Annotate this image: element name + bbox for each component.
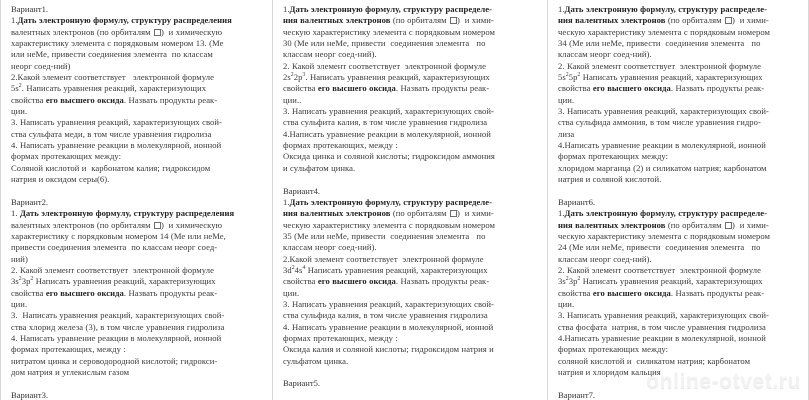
variant-heading: Вариант5. [283, 378, 321, 389]
task-line: ческую характеристику элемента с порядковым номером [558, 230, 771, 241]
orbital-box-icon [154, 222, 161, 229]
task-line: 4. Написать уравнение реакции в молекулярной, ионной [11, 140, 222, 151]
task-line: 3. Написать уравнения реакций, характеризующих свой- [283, 298, 494, 309]
orbital-box-icon [154, 29, 161, 36]
task-line: ции. [558, 94, 575, 105]
variant-block [283, 378, 539, 389]
task-line: формах протекающих, между : [283, 332, 398, 343]
task-line: формах протекающих между: [11, 151, 122, 162]
task-line: характеристику элемента с порядковым номером 13. (Ме [11, 38, 224, 49]
task-line: ния валентных электронов (по орбиталям ) и хими- [558, 219, 769, 230]
task-line: ции. [11, 106, 28, 117]
task-line: свойства его высшего оксида. Назвать продукты реак- [558, 287, 765, 298]
variant-block [11, 4, 264, 186]
task-line: формах протекающих, между : [11, 344, 126, 355]
block-spacer [11, 186, 264, 197]
task-line: неорг соед-ний) [11, 60, 71, 71]
task-line: 2.Какой элемент соответствует электронной формуле [283, 253, 484, 264]
task-line: свойства его высшего оксида. Назвать продукты реак- [558, 83, 765, 94]
variant-heading: Вариант1. [11, 4, 49, 14]
task-line: 3. Написать уравнения реакций, характеризующих свой- [11, 310, 225, 321]
task-line: 1.Дать электронную формулу, структуру распределе- [558, 208, 767, 219]
text-column-3 [547, 0, 809, 400]
task-line: 4. Написать уравнение реакции в молекулярной, ионной [11, 332, 222, 343]
task-line: $5s^2$. Написать уравнения реакций, характеризующих [11, 83, 207, 94]
task-line: $3s^23p^2$ Написать уравнения реакций, характеризующих [558, 276, 763, 287]
variant-block [558, 4, 800, 186]
variant-block [283, 4, 539, 174]
task-line: натрия и соляной кислотой. [558, 174, 662, 185]
task-line: ния валентных электронов (по орбиталям ) и хими- [558, 15, 769, 26]
task-line: ческую характеристику элемента с порядковым номером [558, 26, 771, 37]
task-line: свойства его высшего оксида. Назвать продукты реак- [283, 83, 490, 94]
task-line: ства сульфида аммония, в том числе уравнения гидро- [558, 117, 761, 128]
task-line: 3. Написать уравнения реакций, характеризующих свой- [283, 106, 494, 117]
task-line: Соляной кислотой и карбонатом калия; гидроксидом [11, 162, 211, 173]
task-line: валентных электронов (по орбиталям ) и химическую [11, 219, 223, 230]
task-line: 2. Какой элемент соответствует электронной формуле [558, 264, 761, 275]
task-line: лиза [558, 128, 575, 139]
task-line: 1.Дать электронную формулу, структуру распределе- [283, 4, 492, 14]
task-line: ства хлорид железа (3), в том числе уравнения гидролиза [11, 321, 225, 332]
task-line: 1.Дать электронную формулу, структуру распределе- [558, 4, 767, 14]
task-line: хлоридом марганца (2) и силикатом натрия; карбонатом [558, 162, 767, 173]
task-line: дом натрия и углекислым газом [11, 367, 130, 377]
task-line: Оксида цинка и соляной кислоты; гидроксидом аммония [283, 151, 495, 162]
site-watermark: online-otvet.ru [646, 370, 801, 393]
variant-block [558, 197, 800, 379]
task-line: 4.Написать уравнение реакции в молекулярной, ионной [558, 140, 766, 151]
task-line: 3. Написать уравнения реакций, характеризующих свой- [11, 117, 222, 128]
orbital-box-icon [725, 17, 732, 24]
task-line: характеристику с порядковым номером 14 (Ме или неМе, [11, 230, 226, 241]
task-line: ния валентных электронов (по орбиталям ) и хими- [283, 208, 494, 219]
task-line: ства сульфата меди, в том числе уравнения гидролиза [11, 128, 212, 139]
variant-heading: Вариант3. [11, 389, 49, 400]
task-line: свойства его высшего оксида. Назвать продукты реак- [283, 276, 490, 287]
task-line: нитратом цинка и сероводородной кислотой; гидрокси- [11, 355, 218, 366]
task-line: классам неорг соед-ний). [558, 49, 652, 60]
task-line: классам неорг соед-ний). [283, 242, 377, 253]
variant-heading: Вариант2. [11, 196, 49, 207]
task-line: ческую характеристику элемента с порядковым номером [283, 219, 496, 230]
task-line: ции. [558, 298, 575, 309]
task-line: 3. Написать уравнения реакций, характеризующих свой- [558, 310, 769, 321]
task-line: ции.. [283, 94, 302, 105]
task-line: 2. Какой элемент соответствует электронной формуле [283, 60, 486, 71]
task-line: валентных электронов (по орбиталям ) и химическую [11, 26, 223, 37]
task-line: ний) [11, 253, 28, 264]
task-line: 4.Написать уравнение реакции в молекулярной, ионной [558, 332, 766, 343]
text-column-1 [0, 0, 272, 400]
task-line: ции. [11, 298, 28, 309]
task-line: и сульфатом цинка. [283, 162, 356, 173]
variant-heading: Вариант6. [558, 196, 596, 207]
task-line: сульфатом цинка. [283, 355, 349, 366]
task-line: ства сульфита калия, в том числе уравнения гидролиза [283, 117, 488, 128]
task-line: ции. [283, 287, 300, 298]
text-column-2 [272, 0, 547, 400]
orbital-box-icon [450, 210, 457, 217]
block-spacer [558, 186, 800, 197]
block-spacer [558, 378, 800, 389]
task-line: 4. Написать уравнение реакции в молекулярной, ионной [283, 321, 494, 332]
task-line: 35 (Ме или неМе, привести соединения элемента по [283, 230, 486, 241]
task-line: Оксида калия и соляной кислоты; гидроксидом натрия и [283, 344, 494, 355]
task-line: ства фосфата натрия, в том числе уравнения гидролиза [558, 321, 766, 332]
task-line: формах протекающих между: [558, 344, 669, 355]
task-line: 24 (Ме или неМе, привести соединения элемента по [558, 242, 761, 253]
task-line: $3d^24s^4$ Написать уравнения реакций, характеризующих [283, 264, 488, 275]
task-line: 2. Какой элемент соответствует электронной формуле [11, 264, 214, 275]
variant-heading: Вариант7. [558, 389, 596, 400]
task-line: $2s^22p^3$. Написать уравнения реакций, характеризующих [283, 72, 490, 83]
task-line: 2.Какой элемент соответствует электронной формуле [11, 72, 214, 83]
task-line: классам неорг соед-ний). [283, 49, 377, 60]
task-line: формах протекающих между: [558, 151, 669, 162]
orbital-box-icon [725, 222, 732, 229]
variant-block [558, 390, 800, 400]
task-line: 30 (Ме или неМе, привести соединения элемента по [283, 38, 486, 49]
orbital-box-icon [450, 17, 457, 24]
task-line: 1.Дать электронную формулу, структуру распределения [11, 15, 232, 26]
task-line: привести соединения элемента по классам неорг соед- [11, 242, 218, 253]
task-line: 2. Какой элемент соответствует электронной формуле [558, 60, 761, 71]
task-line: натрия и хлоридом кальция [558, 367, 661, 377]
task-line: ческую характеристику элемента с порядковым номером [283, 26, 496, 37]
task-line: соляной кислотой и силикатом натрия; карбонатом [558, 355, 751, 366]
task-line: 4.Написать уравнение реакции в молекулярной, ионной [283, 128, 491, 139]
task-line: классам неорг соед-ний). [558, 253, 652, 264]
task-line: формах протекающих, между : [283, 140, 398, 151]
block-spacer [283, 367, 539, 378]
task-line: натрия и оксидом серы(6). [11, 174, 110, 185]
task-line: $3s^23p^2$ Написать уравнения реакций, характеризующих [11, 276, 216, 287]
task-line: ния валентных электронов (по орбиталям ) и хими- [283, 15, 494, 26]
task-line: 1. Дать электронную формулу, структуру распределения [11, 208, 235, 219]
task-line: 1.Дать электронную формулу, структуру распределе- [283, 196, 492, 207]
task-line: 3. Написать уравнения реакций, характеризующих свой- [558, 106, 769, 117]
task-line: ства сульфида калия, в том числе уравнения гидролиза [283, 310, 488, 321]
variant-block [283, 186, 539, 368]
task-line: $5s^25p^2$ Написать уравнения реакций, характеризующих [558, 72, 763, 83]
task-line: 34 (Ме или неМе, привести соединения элемента по [558, 38, 761, 49]
block-spacer [283, 174, 539, 185]
task-line: свойства его высшего оксида. Назвать продукты реак- [11, 287, 218, 298]
variant-block [11, 197, 264, 379]
variant-heading: Вариант4. [283, 185, 321, 196]
task-line: свойства его высшего оксида. Назвать продукты реак- [11, 94, 218, 105]
block-spacer [11, 378, 264, 389]
task-line: или неМе, привести соединения элемента по классам [11, 49, 213, 60]
variant-block [11, 390, 264, 400]
